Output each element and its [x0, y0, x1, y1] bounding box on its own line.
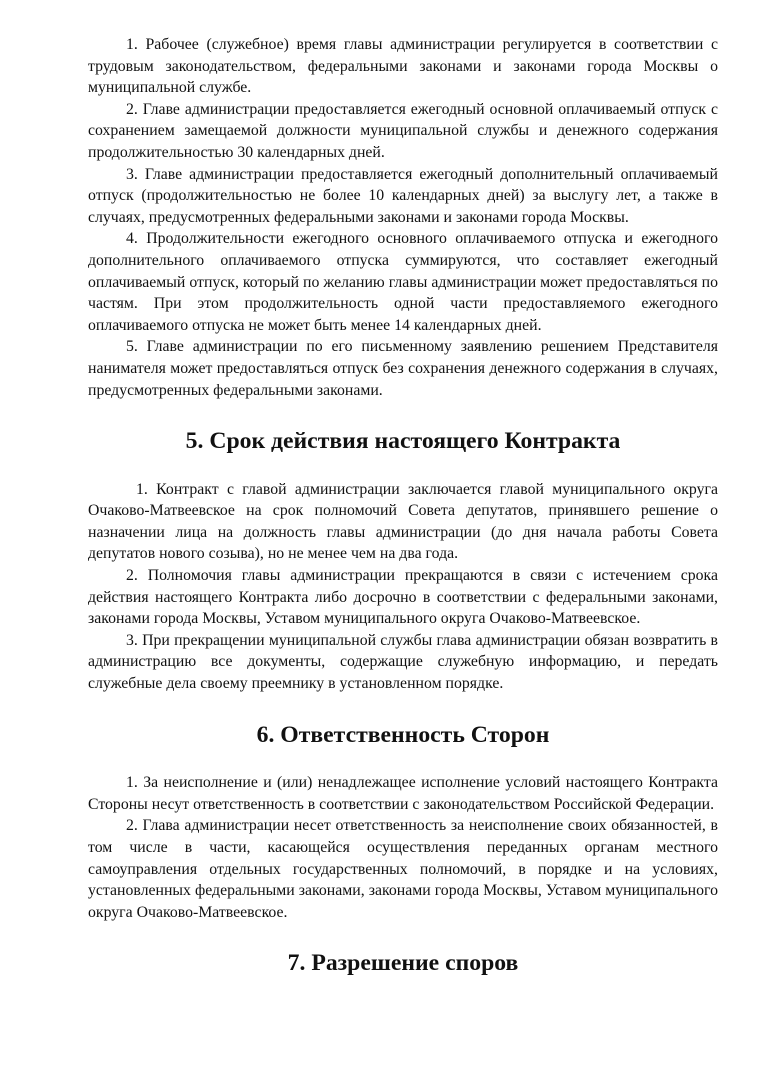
- paragraph: 2. Полномочия главы администрации прекращаются в связи с истечением срока действия настоящего Контракта либо досрочно в соответствии с федеральными законами, законами города Москвы, Уставом муниципального округа Очаково-Матвеевское.: [88, 567, 718, 628]
- paragraph: 1. Контракт с главой администрации заключается главой муниципального округа Очаково-Матвеевское на срок полномочий Совета депутатов, принявшего решение о назначении лица на должность главы администрации (до дня начала работы Совета депутатов нового созыва), но не менее чем на два года.: [88, 480, 718, 563]
- section-heading: 7. Разрешение споров: [287, 950, 519, 977]
- paragraph: 5. Главе администрации по его письменному заявлению решением Представителя нанимателя может предоставляться отпуск без сохранения денежного содержания в случаях, предусмотренных федеральными законами.: [88, 338, 718, 399]
- section-heading: 5. Срок действия настоящего Контракта: [185, 428, 621, 455]
- paragraph: 1. За неисполнение и (или) ненадлежащее исполнение условий настоящего Контракта Стороны несут ответственность в соответствии с законодательством Российской Федерации.: [88, 774, 718, 813]
- section-heading: 6. Ответственность Сторон: [256, 721, 550, 748]
- paragraph: 3. При прекращении муниципальной службы глава администрации обязан возвратить в администрацию все документы, содержащие служебную информацию, и передать служебные дела своему преемнику в установленном порядке.: [88, 631, 718, 693]
- paragraph: 1. Рабочее (служебное) время главы администрации регулируется в соответствии с трудовым законодательством, федеральными законами и законами города Москвы о муниципальной службе.: [88, 36, 718, 97]
- paragraph: 3. Главе администрации предоставляется ежегодный дополнительный оплачиваемый отпуск (продолжительностью не более 10 календарных дней) за выслугу лет, а также в случаях, предусмотренных федеральными законами и законами города Москвы.: [88, 165, 718, 226]
- paragraph: 2. Главе администрации предоставляется ежегодный основной оплачиваемый отпуск с сохранением замещаемой должности муниципальной службы и денежного содержания продолжительностью 30 календарных дней.: [88, 100, 718, 161]
- paragraph: 4. Продолжительности ежегодного основного оплачиваемого отпуска и ежегодного дополнительного оплачиваемого отпуска суммируются, что составляет ежегодный оплачиваемый отпуск, который по желанию главы администрации может предоставляться по частям. При этом продолжительность одной части предоставляемого ежегодного оплачиваемого отпуска не может быть менее 14 календарных дней.: [88, 230, 718, 334]
- paragraph: 2. Глава администрации несет ответственность за неисполнение своих обязанностей, в том числе в части, касающейся осуществления переданных органам местного самоуправления отдельных государственных полномочий, в порядке и на условиях, установленных федеральными законами, законами города Москвы, Уставом муниципального округа Очаково-Матвеевское.: [88, 817, 718, 921]
